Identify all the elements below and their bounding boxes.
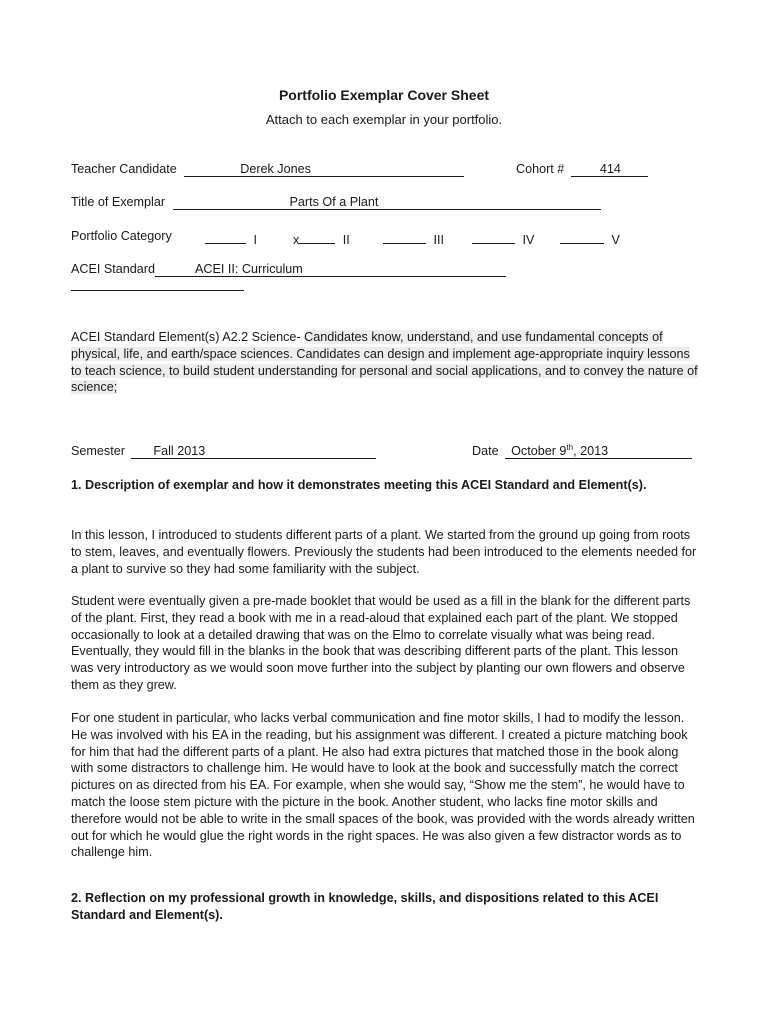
teacher-candidate-row — [71, 162, 464, 177]
date-value — [511, 444, 608, 458]
section1-paragraph-2: Student were eventually given a pre-made booklet that would be used as a fill in the blank for the different parts of the plant. First, they read a book with me in a read-aloud that explained each part of the plant. We stopped occasionally to look at a detailed drawing that was on the Elmo to correlate visually what was being read. Eventually, they would fill in the blanks in the book that was describing different parts of the plant. This lesson was very introductory as we would soon move further into the subject by planting our own flowers and observe them as they grew. — [71, 594, 691, 692]
exemplar-title-row — [71, 195, 601, 210]
date-suffix: th — [566, 442, 574, 452]
acei-standard-label: ACEI Standard — [71, 262, 156, 276]
section1-paragraph-3: For one student in particular, who lacks verbal communication and fine motor skills, I had to modify the lesson. He was involved with his EA in the reading, but his assignment was different. I created a picture matching book for him that had the different parts of a plant. He also had extra pictures that matched those in the book along with some distractors to challenge him. He would have to look at the book and successfully match the correct pictures on as directed from his EA. For example, when she would say, “Show me the stem”, he would have to match the loose stem picture with the picture in the book. Another student, who lacks fine motor skills and therefore would not be able to write in the small spaces of the book, was provided with the words already written out for which he would glue the right words in the right spaces. He was also given a few distractor words as to challenge him. — [71, 711, 695, 860]
exemplar-title-label: Title of Exemplar — [71, 195, 166, 209]
date-month-day: October 9 — [511, 444, 567, 458]
category-blank[interactable] — [472, 229, 515, 244]
category-blank[interactable] — [205, 229, 246, 244]
cohort-row — [516, 162, 648, 177]
section1-heading: 1. Description of exemplar and how it demonstrates meeting this ACEI Standard and Element(s). — [71, 478, 647, 492]
exemplar-title-value: Parts Of a Plant — [289, 195, 379, 209]
semester-label: Semester — [71, 444, 125, 458]
acei-standard-field[interactable] — [155, 262, 506, 277]
section1-paragraph-1: In this lesson, I introduced to students different parts of a plant. We started from the ground up going from roots to stem, leaves, and eventually flowers. Previously the students had been introduced to the elements needed for a plant to survive so they had some familiarity with the subject. — [71, 528, 697, 576]
teacher-candidate-value: Derek Jones — [240, 162, 311, 176]
semester-value: Fall 2013 — [153, 444, 206, 458]
acei-element-prefix: ACEI Standard Element(s) A2.2 Science- — [71, 330, 305, 344]
acei-standard-value: ACEI II: Curriculum — [195, 262, 303, 276]
category-mark: x — [293, 233, 300, 247]
cohort-value: 414 — [599, 162, 621, 176]
acei-standard-continuation-line[interactable] — [71, 276, 244, 291]
portfolio-category-label: Portfolio Category — [71, 229, 172, 243]
date-field[interactable] — [505, 444, 692, 459]
category-option-label: III — [433, 233, 444, 247]
category-option-label: IV — [522, 233, 535, 247]
semester-row — [71, 444, 376, 459]
date-year: , 2013 — [573, 444, 609, 458]
semester-field[interactable] — [131, 444, 376, 459]
exemplar-title-field[interactable] — [173, 195, 601, 210]
category-blank[interactable] — [560, 229, 604, 244]
category-option-5[interactable] — [560, 229, 620, 247]
category-option-label: II — [342, 233, 350, 247]
acei-element-paragraph — [71, 329, 701, 396]
page-title: Portfolio Exemplar Cover Sheet — [278, 87, 490, 103]
page-subtitle: Attach to each exemplar in your portfolio. — [265, 112, 503, 127]
category-blank[interactable] — [383, 229, 426, 244]
category-option-label: I — [253, 233, 257, 247]
acei-element-text: Candidates know, understand, and use fundamental concepts of physical, life, and earth/space sciences. Candidates can design and implement age-appropriate inquiry lessons to teach science, to build student understanding for personal and social applications, and to convey the nature of science; — [71, 330, 698, 395]
category-option-2[interactable] — [293, 229, 350, 247]
cohort-field[interactable] — [571, 162, 648, 177]
date-row — [472, 444, 692, 459]
category-option-4[interactable] — [472, 229, 534, 247]
teacher-candidate-label: Teacher Candidate — [71, 162, 177, 176]
section2-heading: 2. Reflection on my professional growth in knowledge, skills, and dispositions related to this ACEI Standard and Element(s). — [71, 891, 659, 922]
teacher-candidate-field[interactable] — [184, 162, 464, 177]
acei-standard-row — [71, 262, 506, 277]
cohort-label: Cohort # — [516, 162, 565, 176]
date-label: Date — [472, 444, 499, 458]
category-option-label: V — [611, 233, 620, 247]
category-option-1[interactable] — [205, 229, 257, 247]
category-option-3[interactable] — [383, 229, 444, 247]
category-blank[interactable] — [299, 229, 335, 244]
